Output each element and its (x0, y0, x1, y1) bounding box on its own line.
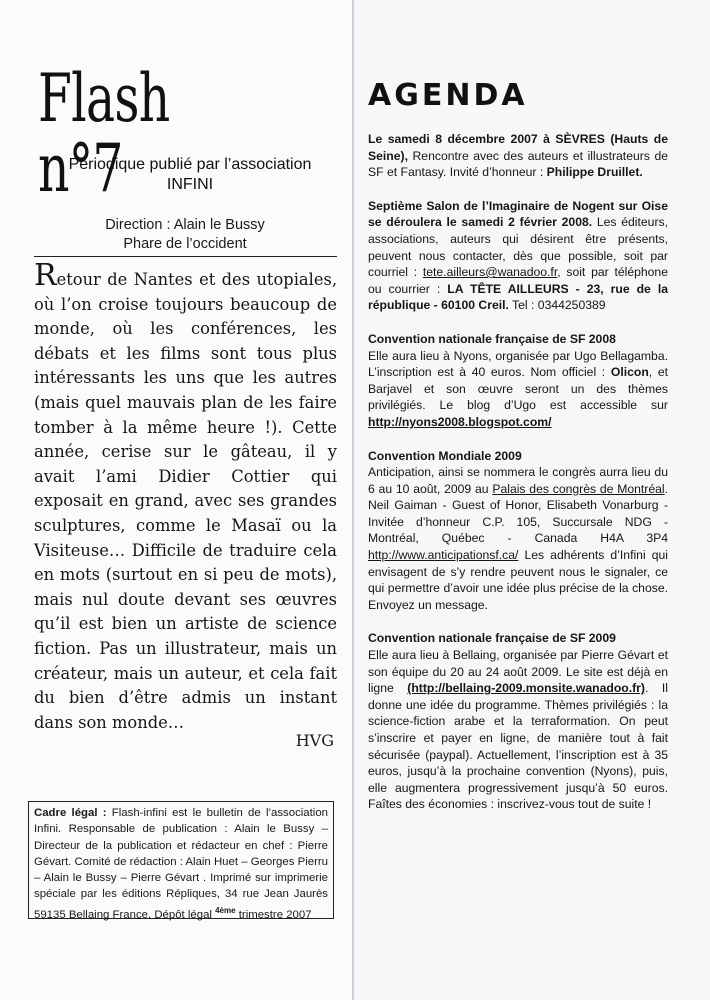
agenda-item-worldcon-2009 (368, 448, 668, 614)
masthead-title: Flash n°7 (38, 60, 170, 207)
direction-line-1: Direction : Alain le Bussy (105, 217, 265, 233)
subtitle-line-2: INFINI (166, 176, 214, 193)
agenda-heading: AGENDA (368, 78, 528, 113)
editorial-body: etour de Nantes et des utopiales, où l’on croise toujours beaucoup de monde, où les conférences, les débats et les films sont tous plus intéressants les uns que les autres (mais quel mauvais plan de les faire tomber à la même heure !). Cette année, cerise sur le gâteau, il y avait l’ami Didier Cottier qui exposait en grand, avec ses grandes sculptures, comme le Masaï ou la Visiteuse… Difficile de traduire cela en mots (surtout en si peu de mots), mais nul doute devant ses œuvres qu’il est bien un artiste de science fiction. Pas un illustrateur, mais un créateur, mais un auteur, et cela fait du bien d’être admis un instant dans son monde… (34, 270, 337, 732)
item2-email-link[interactable]: tete.ailleurs@wanadoo.fr (422, 265, 558, 280)
item5-body: Elle aura lieu à Bellaing, organisée par Pierre Gévart et son équipe du 20 au 24 août 2009. Le site est déjà en ligne (368, 648, 668, 696)
item3-official: Olicon (610, 365, 649, 380)
agenda-item-nogent (368, 198, 668, 314)
item5-title: Convention nationale française de SF 2009 (368, 631, 616, 646)
item1-guest: Philippe Druillet. (546, 165, 643, 180)
publication-subtitle (40, 155, 340, 195)
item5-body2: . Il donne une idée du programme. Thèmes privilégiés : la science-fiction arabe et la terraformation. On peut s’inscrire et payer en ligne, de manière tout à fait sécurisée (paypal). Actuellement, l’inscription est à 35 euros, jusqu’à la prochaine convention (Nyons), puis, elle augmentera progressivement jusqu’à 50 euros. Faîtes des économies : inscrivez-vous tout de suite ! (368, 681, 668, 812)
item3-body: Elle aura lieu à Nyons, organisée par Ugo Bellagamba. L’inscription est à 40 euros. Nom officiel : (368, 348, 668, 380)
item3-title: Convention nationale française de SF 2008 (368, 331, 616, 346)
item2-tel: Tel : 0344250389 (508, 298, 606, 313)
editorial-signature: HVG (295, 731, 334, 750)
direction-block (40, 216, 330, 254)
item4-venue: Palais des congrès de Montréal (492, 481, 665, 496)
legal-superscript: 4ème (215, 905, 236, 915)
agenda-item-convention-2009 (368, 630, 668, 813)
agenda-item-sevres (368, 131, 668, 181)
item3-blog-link[interactable]: http://nyons2008.blogspot.com/ (368, 414, 552, 429)
item2-body: Les éditeurs, associations, auteurs qui désirent être présents, peuvent nous contacter, dès que possible, soit par courriel : (368, 215, 668, 280)
legal-notice-box (28, 801, 334, 919)
item2-lead: Septième Salon de l’Imaginaire de Nogent sur Oise se déroulera le samedi 2 février 2008. (368, 198, 668, 230)
item4-body: Anticipation, ainsi se nommera le congrès aurra lieu du 6 au 10 août, 2009 au (368, 465, 668, 496)
legal-label: Cadre légal : (34, 807, 107, 819)
item1-body: Rencontre avec des auteurs et illustrateurs de SF et Fantasy. Invité d’honneur : (368, 148, 668, 180)
legal-text: Flash-infini est le bulletin de l’association Infini. Responsable de publication : Alain le Bussy – Directeur de la publication et rédacteur en chef : Pierre Gévart. Comité de rédaction : Alain Huet – Georges Pierru – Alain le Bussy – Pierre Gévart . Imprimé sur imprimerie spéciale par les éditions Répliques, 34 rue Jean Jaurès 59135 Bellaing France. Dépôt légal (34, 807, 328, 921)
item1-lead: Le samedi 8 décembre 2007 à SÈVRES (Hauts de Seine), (368, 132, 668, 163)
item4-body3: Les adhérents d’Infini qui envisagent de s’y rendre peuvent nous le signaler, ce qui permettre d’avoir une idée plus précise de la chose. Envoyez un message. (368, 548, 668, 612)
item4-body2: . Neil Gaiman - Guest of Honor, Elisabeth Vonarburg - Invitée d’honneur C.P. 105, Succursale NDG - Montréal, Québec - Canada H4A 3P4 (368, 481, 668, 546)
subtitle-line-1: Périodique publié par l’association (68, 156, 312, 173)
item3-body2: , et Barjavel et son œuvre seront un des thèmes privilégiés. Le blog d’Ugo est accessible sur (368, 365, 668, 413)
item2-body2: , soit par téléphone ou courrier : (368, 265, 668, 296)
agenda-item-convention-2008 (368, 331, 668, 431)
item4-website-link[interactable]: http://www.anticipationsf.ca/ (368, 548, 519, 563)
item4-title: Convention Mondiale 2009 (368, 448, 522, 463)
item2-address: LA TÊTE AILLEURS - 23, rue de la république - 60100 Creil. (368, 281, 668, 313)
legal-end: trimestre 2007 (235, 908, 312, 921)
agenda-column (368, 131, 668, 830)
divider-rule (34, 256, 337, 257)
editorial-text (34, 258, 337, 735)
item5-site-link[interactable]: (http://bellaing-2009.monsite.wanadoo.fr) (407, 681, 645, 696)
direction-line-2: Phare de l’occident (123, 236, 247, 252)
editorial-initial: R (34, 258, 57, 293)
